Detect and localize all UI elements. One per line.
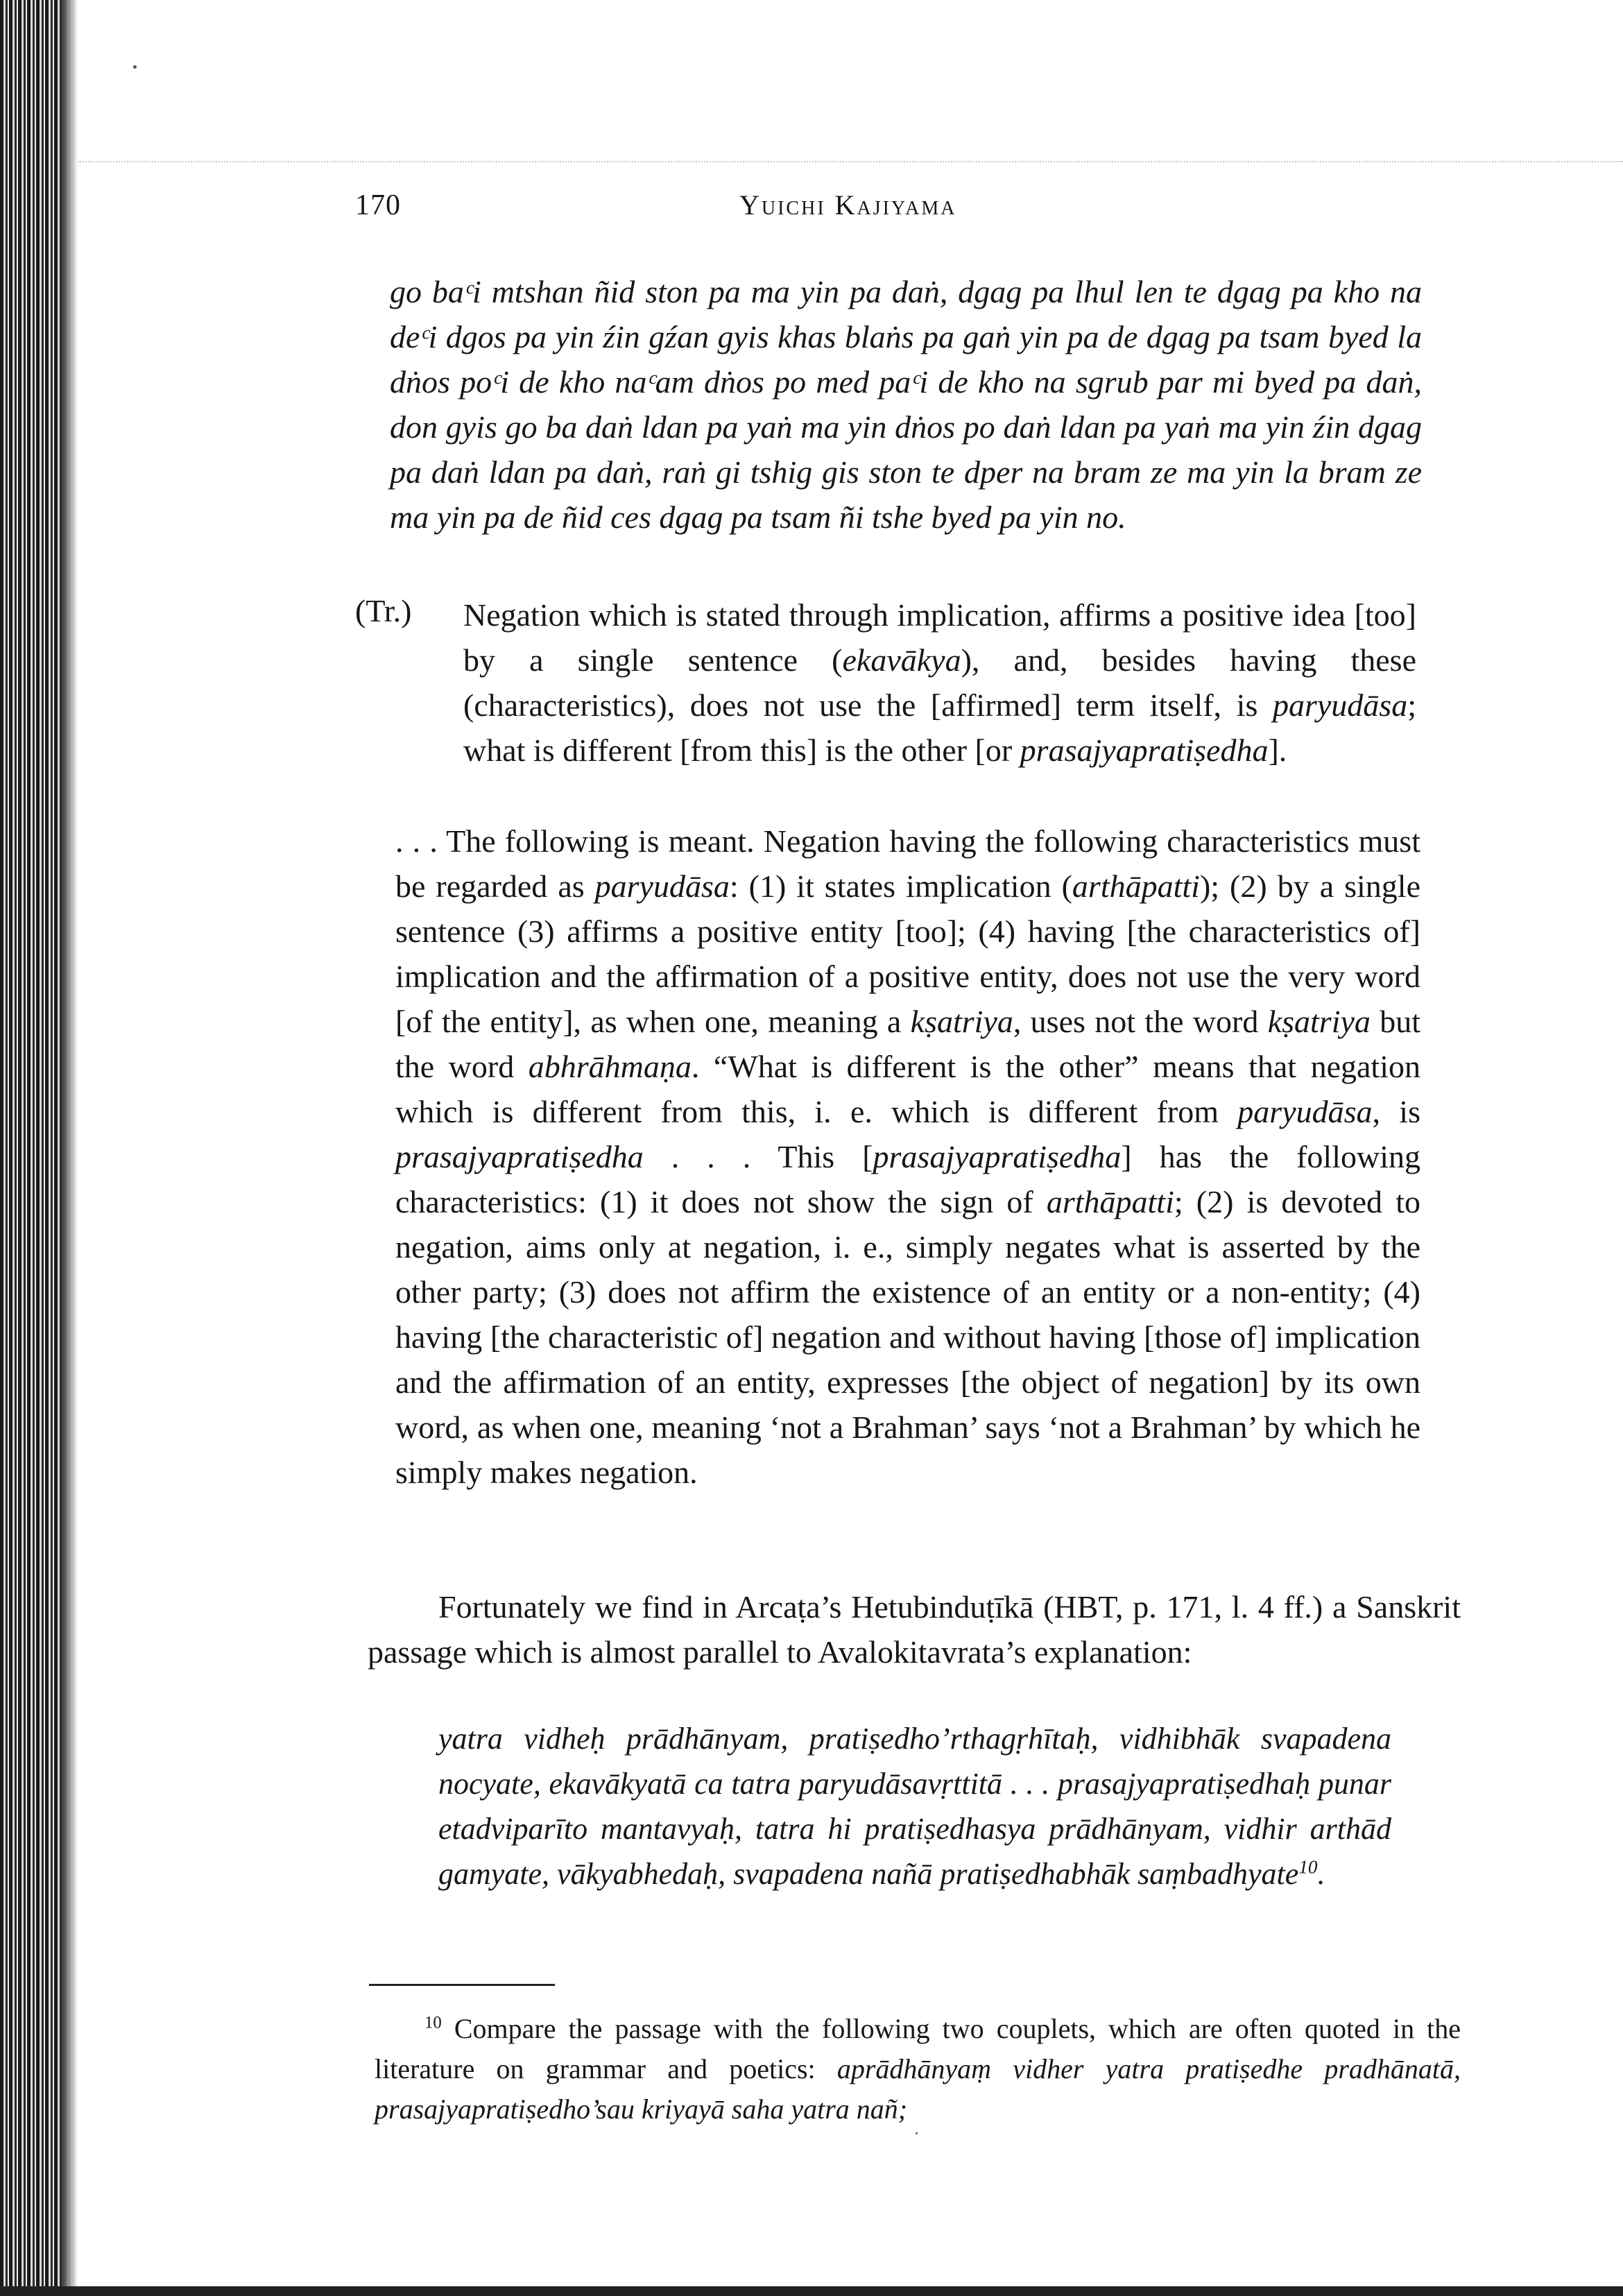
- fortunately-paragraph: Fortunately we find in Arcaṭa’s Hetubinduṭīkā (HBT, p. 171, l. 4 ff.) a Sanskrit passage which is almost parallel to Avalokitavrata’s explanation:: [368, 1589, 1461, 1670]
- footnote-number: 10: [424, 2013, 442, 2032]
- page-bottom-edge: [0, 2286, 1623, 2296]
- translation-label: (Tr.): [355, 593, 412, 628]
- footnote-reference[interactable]: 10: [1298, 1856, 1318, 1878]
- binding-shadow: [61, 0, 78, 2296]
- sanskrit-passage: yatra vidheḥ prādhānyam, pratiṣedho’rthagṛhītaḥ, vidhibhāk svapadena nocyate, ekavākyatā ca tatra paryudāsavṛttitā . . . prasajyapratiṣedhaḥ punar etadviparīto mantavyaḥ, tatra hi pratiṣedhasya prādhānyam, vidhir arthād gamyate, vākyabhedaḥ, svapadena nañā pratiṣedhabhāk saṃbadhyate$^{10}$.: [438, 1722, 1391, 1891]
- tibetan-passage: go baᶜi mtshan ñid ston pa ma yin pa daṅ, dgag pa lhul len te dgag pa kho na deᶜi dgos pa yin źin gźan gyis khas blaṅs pa gaṅ yin pa de dgag pa tsam byed la dṅos poᶜi de kho naᶜam dṅos po med paᶜi de kho na sgrub par mi byed pa daṅ, don gyis go ba daṅ ldan pa yaṅ ma yin dṅos po daṅ ldan pa yaṅ ma yin źin dgag pa daṅ ldan pa daṅ, raṅ gi tshig gis ston te dper na bram ze ma yin la bram ze ma yin pa de ñid ces dgag pa tsam ñi tshe byed pa yin no.: [390, 274, 1422, 535]
- translation-paragraph: Negation which is stated through implication, affirms a positive idea [too] by a single sentence (ekavākya), and, besides having these (characteristics), does not use the [affirmed] term itself, is paryudāsa; what is different [from this] is the other [or prasajyapratiṣedha].: [463, 597, 1416, 768]
- footnote-10: $^{10}$ Compare the passage with the following two couplets, which are often quoted in the literature on grammar and poetics: aprādhānyaṃ vidher yatra pratiṣedhe pradhānatā, prasajyapratiṣedho’sau kriyayā saha yatra nañ;: [375, 2013, 1461, 2125]
- scan-speck: [133, 65, 137, 69]
- scan-artifact-line: [78, 161, 1623, 162]
- running-head: Yuichi Kajiyama: [739, 189, 957, 221]
- explanation-paragraph: . . . The following is meant. Negation having the following characteristics must be regarded as paryudāsa: (1) it states implication (arthāpatti); (2) by a single sentence (3) affirms a positive entity [too]; (4) having [the characteristics of] implication and the affirmation of a positive entity, does not use the very word [of the entity], as when one, meaning a kṣatriya, uses not the word kṣatriya but the word abhrāhmaṇa. “What is different is the other” means that negation which is different from this, i. e. which is different from paryudāsa, is prasajyapratiṣedha . . . This [prasajyapratiṣedha] has the following characteristics: (1) it does not show the sign of arthāpatti; (2) is devoted to negation, aims only at negation, i. e., simply negates what is asserted by the other party; (3) does not affirm the existence of an entity or a non-entity; (4) having [the characteristic of] negation and without having [those of] implication and the affirmation of an entity, expresses [the object of negation] by its own word, as when one, meaning ‘not a Brahman’ says ‘not a Brahman’ by which he simply makes negation.: [395, 823, 1421, 1490]
- footnote-divider: [369, 1984, 555, 1986]
- page-number: 170: [355, 189, 401, 221]
- scan-speck: [916, 2132, 918, 2134]
